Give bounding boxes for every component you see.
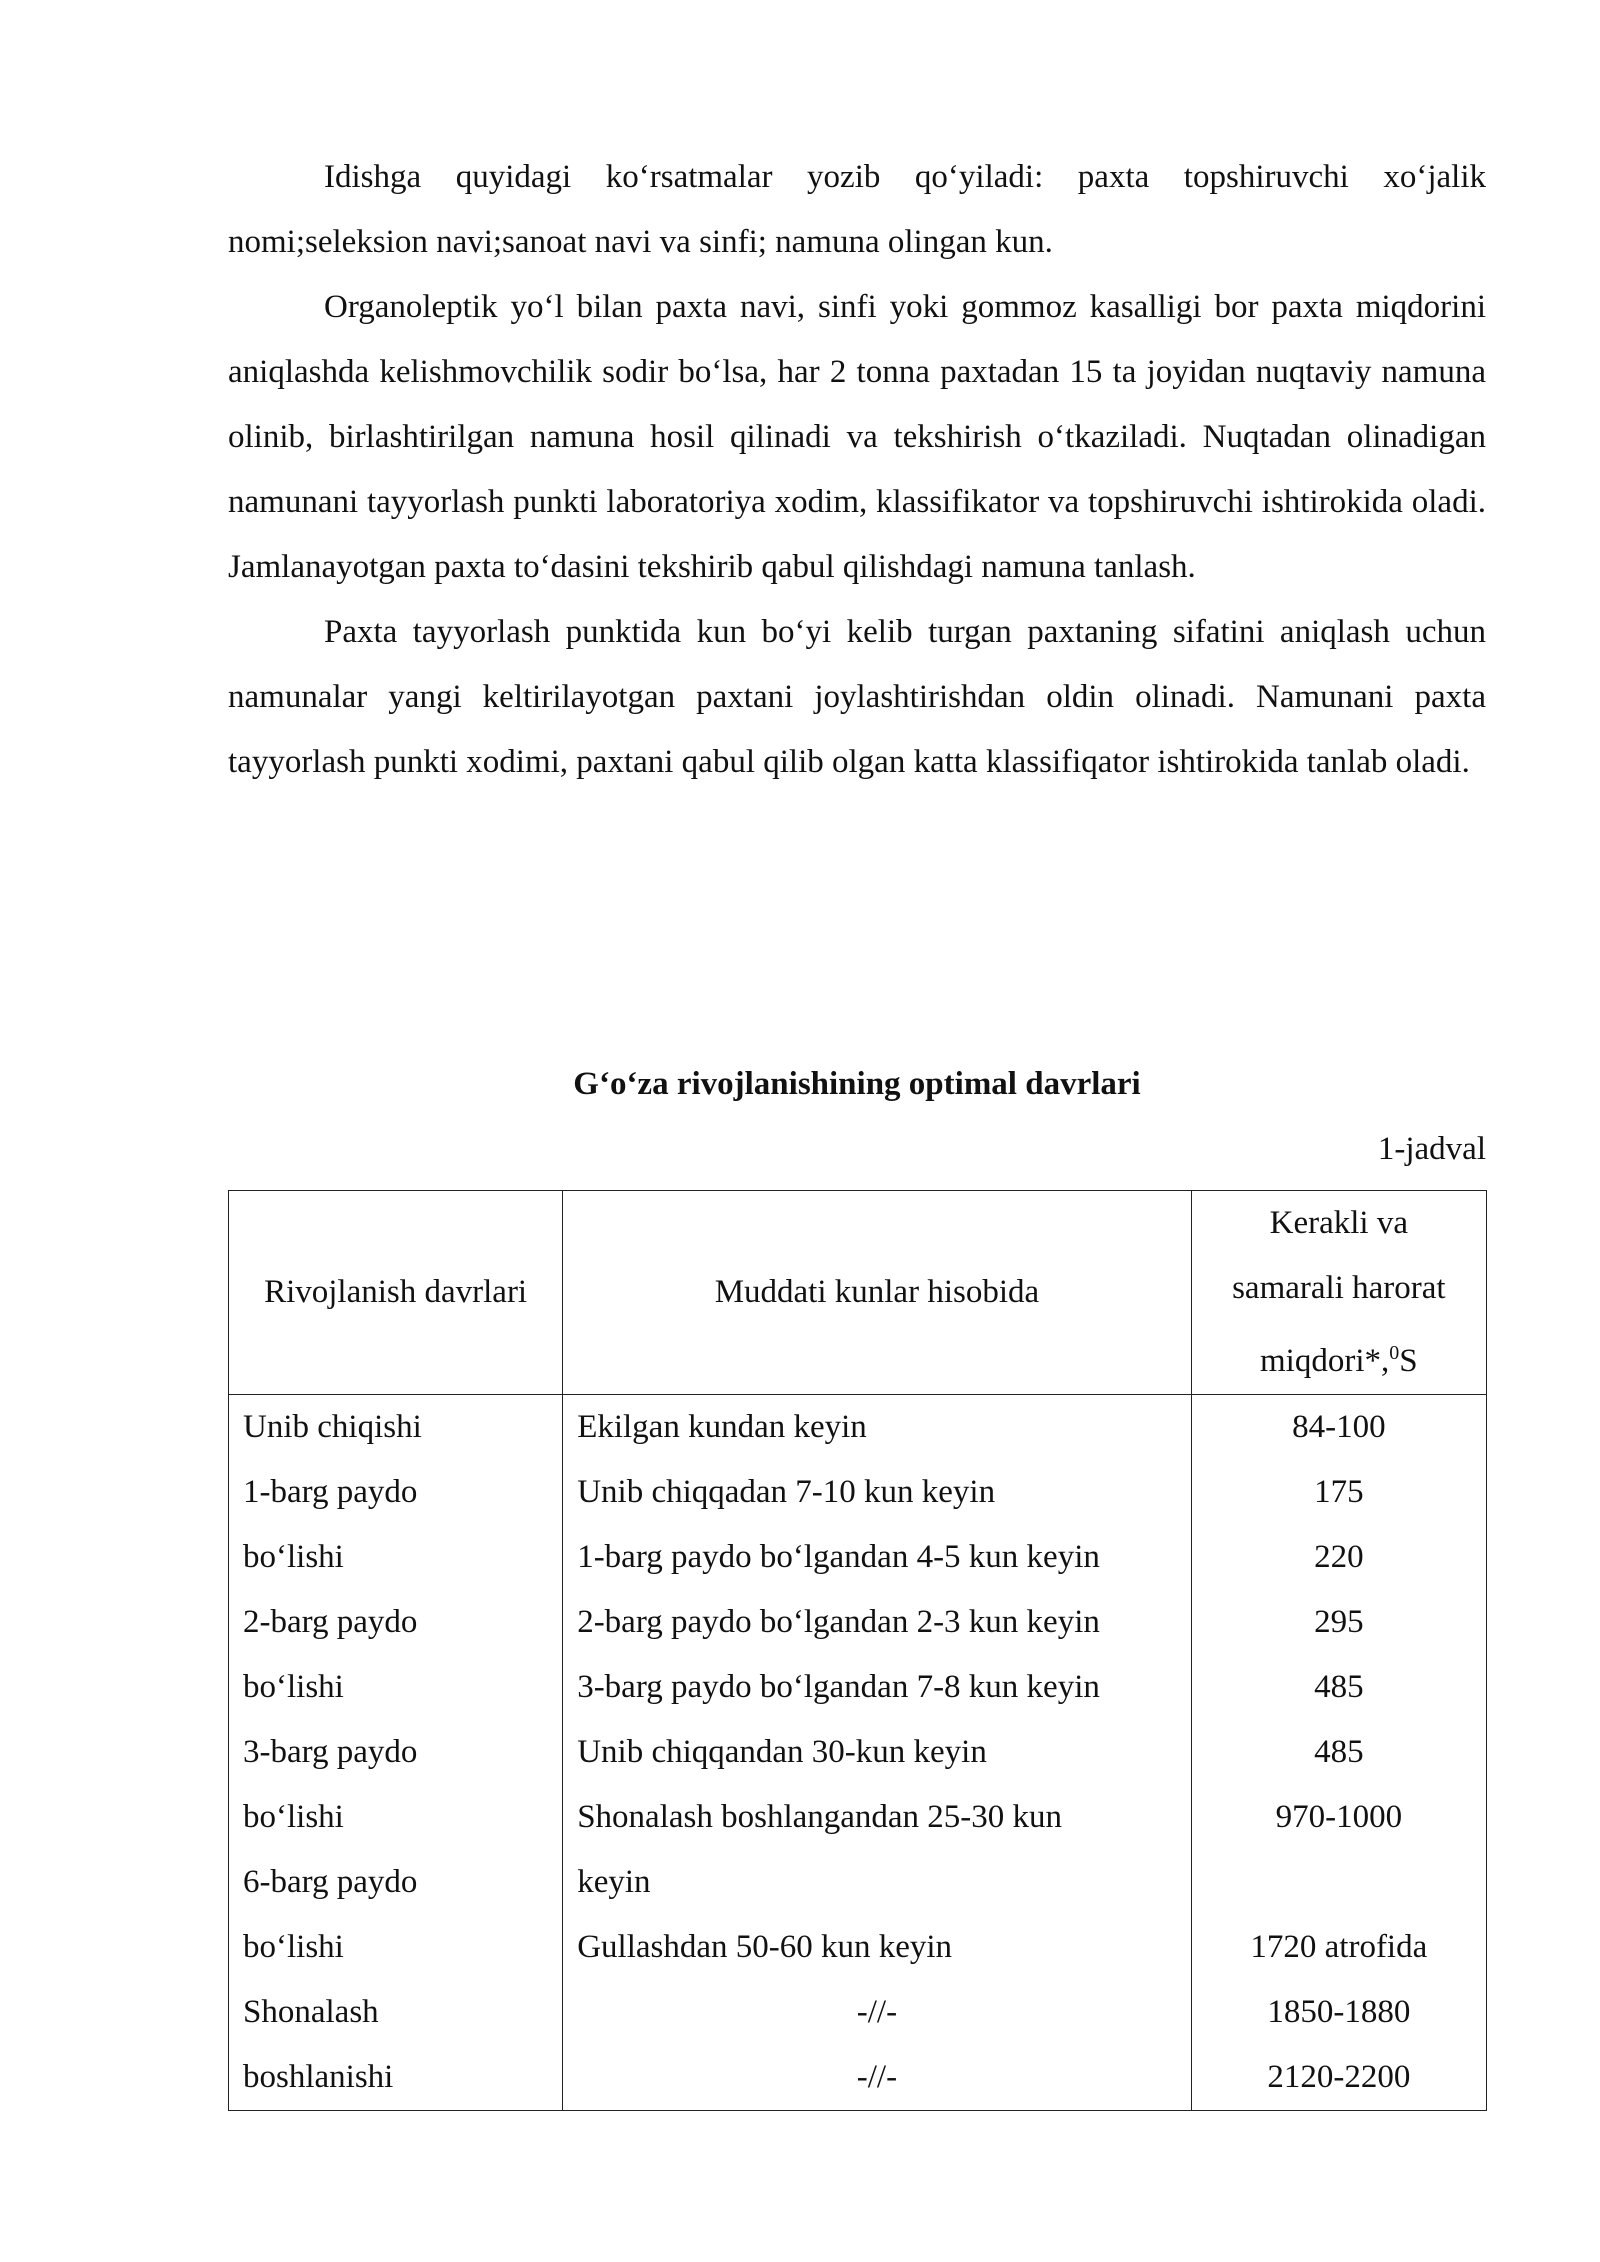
development-periods-table [228, 1190, 1487, 2111]
header-temp-line3-main: miqdori*, [1260, 1343, 1390, 1379]
duration-list [563, 1395, 1190, 2110]
table-cell-line: boshlanishi [243, 2059, 394, 2095]
table-cell-line: 2-barg paydo bo‘lgandan 2-3 kun keyin [577, 1604, 1100, 1640]
table-cell-line: 84-100 [1292, 1409, 1386, 1445]
table-cell-line: 485 [1314, 1734, 1364, 1770]
temperature-column-cell [1191, 1395, 1486, 2111]
header-temp-line2: samarali harorat [1232, 1270, 1446, 1306]
table-cell-line: Gullashdan 50-60 kun keyin [577, 1929, 953, 1965]
table-cell-line [1192, 1850, 1486, 1915]
table-cell-line: 1850-1880 [1267, 1994, 1411, 2030]
table-cell-line: Shonalash [243, 1994, 379, 2030]
table-cell-line: Unib chiqishi [243, 1409, 422, 1445]
table-cell-line: Unib chiqqadan 7-10 kun keyin [577, 1474, 996, 1510]
table-cell-line: Unib chiqqandan 30-kun keyin [577, 1734, 987, 1770]
table-cell-line: 295 [1314, 1604, 1364, 1640]
table-cell-line: 2-barg paydo [243, 1604, 418, 1640]
table-header-row [229, 1191, 1487, 1395]
periods-column-cell [229, 1395, 563, 2111]
table-cell-line: bo‘lishi [243, 1539, 344, 1575]
table-body-row [229, 1395, 1487, 2111]
header-development-periods: Rivojlanish davrlari [229, 1191, 563, 1395]
paragraph-1: Idishga quyidagi ko‘rsatmalar yozib qo‘yiladi: paxta topshiruvchi xo‘jalik nomi;seleksion navi;sanoat navi va sinfi; namuna olingan kun. [228, 159, 1486, 260]
paragraph-2: Organoleptik yo‘l bilan paxta navi, sinfi yoki gommoz kasalligi bor paxta miqdorini aniqlashda kelishmovchilik sodir bo‘lsa, har 2 tonna paxtadan 15 ta joyidan nuqtaviy namuna olinib, birlashtirilgan namuna hosil qilinadi va tekshirish o‘tkaziladi. Nuqtadan olinadigan namunani tayyorlash punkti laboratoriya xodim, klassifikator va topshiruvchi ishtirokida oladi. Jamlanayotgan paxta to‘dasini tekshirib qabul qilishdagi namuna tanlash. [228, 289, 1486, 585]
header-duration-days: Muddati kunlar hisobida [563, 1191, 1191, 1395]
table-cell-line: -//- [856, 1994, 898, 2030]
duration-column-cell [563, 1395, 1191, 2111]
table-cell-line: 3-barg paydo bo‘lgandan 7-8 kun keyin [577, 1669, 1100, 1705]
table-cell-line: 485 [1314, 1669, 1364, 1705]
table-cell-line: 220 [1314, 1539, 1364, 1575]
table-cell-line: 2120-2200 [1267, 2059, 1411, 2095]
table-title: G‘o‘za rivojlanishining optimal davrlari [573, 1066, 1141, 1102]
body-text [228, 145, 1486, 795]
header-required-temperature [1191, 1191, 1486, 1395]
table-cell-line: 970-1000 [1275, 1799, 1403, 1835]
table-cell-line: bo‘lishi [243, 1669, 344, 1705]
header-temp-line3 [1260, 1343, 1418, 1379]
table-cell-line: 1720 atrofida [1250, 1929, 1428, 1965]
table-cell-line: 175 [1314, 1474, 1364, 1510]
periods-list [229, 1395, 562, 2110]
table-cell-line: bo‘lishi [243, 1799, 344, 1835]
table-cell-line: Ekilgan kundan keyin [577, 1409, 867, 1445]
table-cell-line: bo‘lishi [243, 1929, 344, 1965]
table-cell-line: 3-barg paydo [243, 1734, 418, 1770]
header-temp-line3-unit: S [1399, 1343, 1418, 1379]
table-cell-line: 6-barg paydo [243, 1864, 418, 1900]
temperature-list [1192, 1395, 1486, 2110]
table-cell-line: -//- [856, 2059, 898, 2095]
table-cell-line: Shonalash boshlangandan 25-30 kun [577, 1799, 1063, 1835]
table-cell-line: 1-barg paydo bo‘lgandan 4-5 kun keyin [577, 1539, 1100, 1575]
degree-superscript: 0 [1389, 1342, 1400, 1364]
table-cell-line: 1-barg paydo [243, 1474, 418, 1510]
paragraph-3: Paxta tayyorlash punktida kun bo‘yi kelib turgan paxtaning sifatini aniqlash uchun namunalar yangi keltirilayotgan paxtani joylashtirishdan oldin olinadi. Namunani paxta tayyorlash punkti xodimi, paxtani qabul qilib olgan katta klassifiqator ishtirokida tanlab oladi. [228, 614, 1486, 780]
header-temp-line1: Kerakli va [1269, 1205, 1408, 1241]
table-number-label: 1-jadval [1377, 1131, 1486, 1167]
table-cell-line: keyin [577, 1864, 651, 1900]
